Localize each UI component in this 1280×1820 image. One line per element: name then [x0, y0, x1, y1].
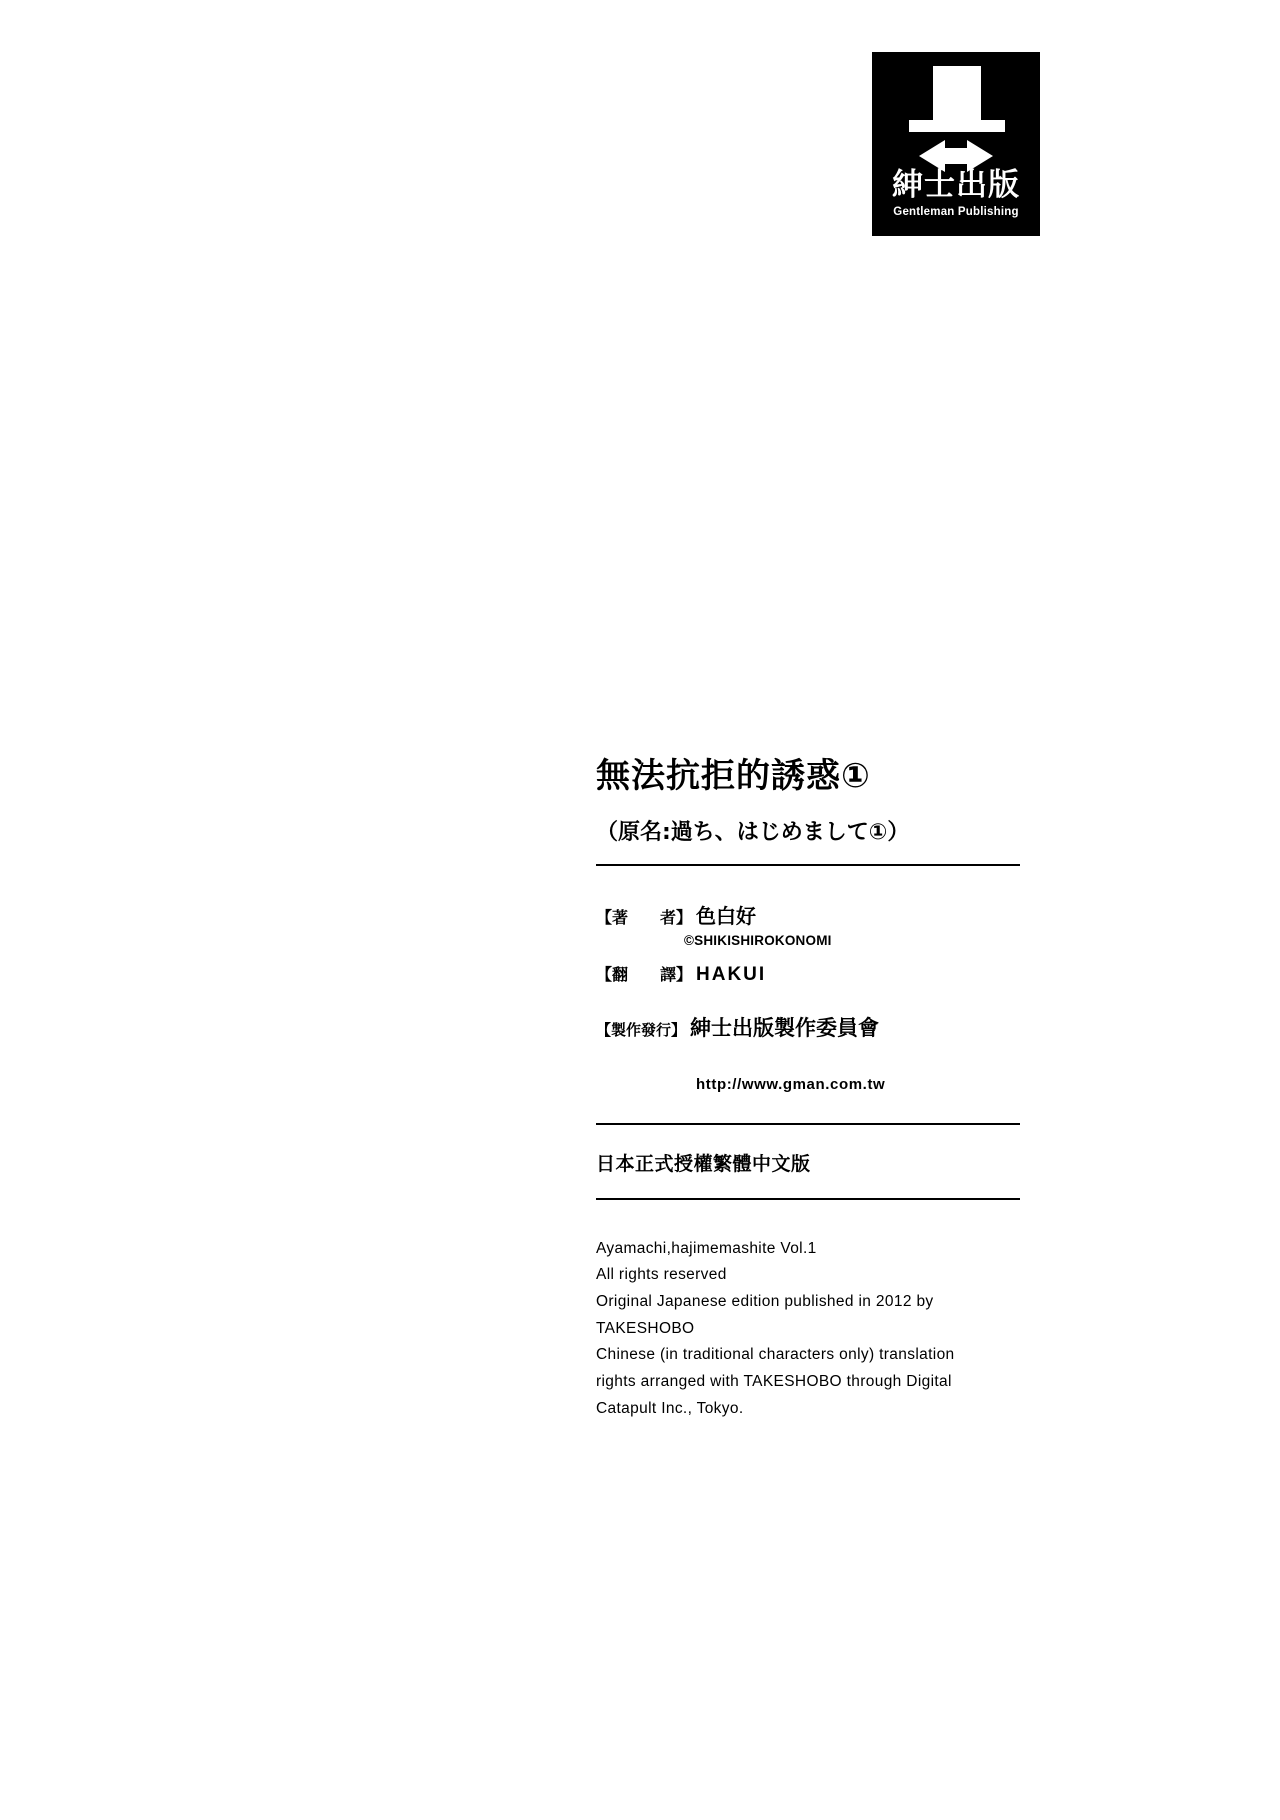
publisher-website-link[interactable]: http://www.gman.com.tw — [696, 1075, 886, 1093]
author-label: 【著 者】 — [596, 907, 693, 927]
author-copyright: ©SHIKISHIROKONOMI — [684, 932, 832, 948]
credit-author — [596, 900, 1020, 929]
translator-name: HAKUI — [696, 963, 767, 985]
colophon-block — [596, 756, 1020, 1422]
page-title: 無法抗拒的誘惑① — [596, 756, 871, 796]
publisher-label: 【製作發行】 — [596, 1020, 687, 1039]
rights-line: All rights reserved — [596, 1266, 727, 1284]
publisher-logo — [872, 52, 1040, 236]
author-name: 色白好 — [696, 903, 757, 928]
rights-line: TAKESHOBO — [596, 1319, 695, 1337]
original-title: （原名:過ち、はじめまして①） — [596, 819, 910, 845]
rights-line: rights arranged with TAKESHOBO through Digital — [596, 1373, 952, 1391]
publisher-name: 紳士出版製作委員會 — [690, 1015, 880, 1040]
rights-line: Catapult Inc., Tokyo. — [596, 1399, 744, 1417]
rights-line: Chinese (in traditional characters only) translation — [596, 1346, 955, 1364]
credits-list — [596, 866, 1020, 1093]
credit-translator — [596, 962, 1020, 986]
publisher-logo-chinese-name: 紳士出版 — [892, 167, 1020, 203]
credit-publisher — [596, 1012, 1020, 1042]
translator-label: 【翻 譯】 — [596, 964, 693, 984]
rights-line: Ayamachi,hajimemashite Vol.1 — [596, 1239, 817, 1257]
license-statement: 日本正式授權繁體中文版 — [596, 1152, 811, 1175]
rights-line: Original Japanese edition published in 2012 by — [596, 1293, 934, 1311]
rights-statement — [596, 1200, 1020, 1423]
top-hat-bowtie-icon — [891, 60, 1021, 172]
publisher-logo-english-name: Gentleman Publishing — [893, 206, 1019, 218]
